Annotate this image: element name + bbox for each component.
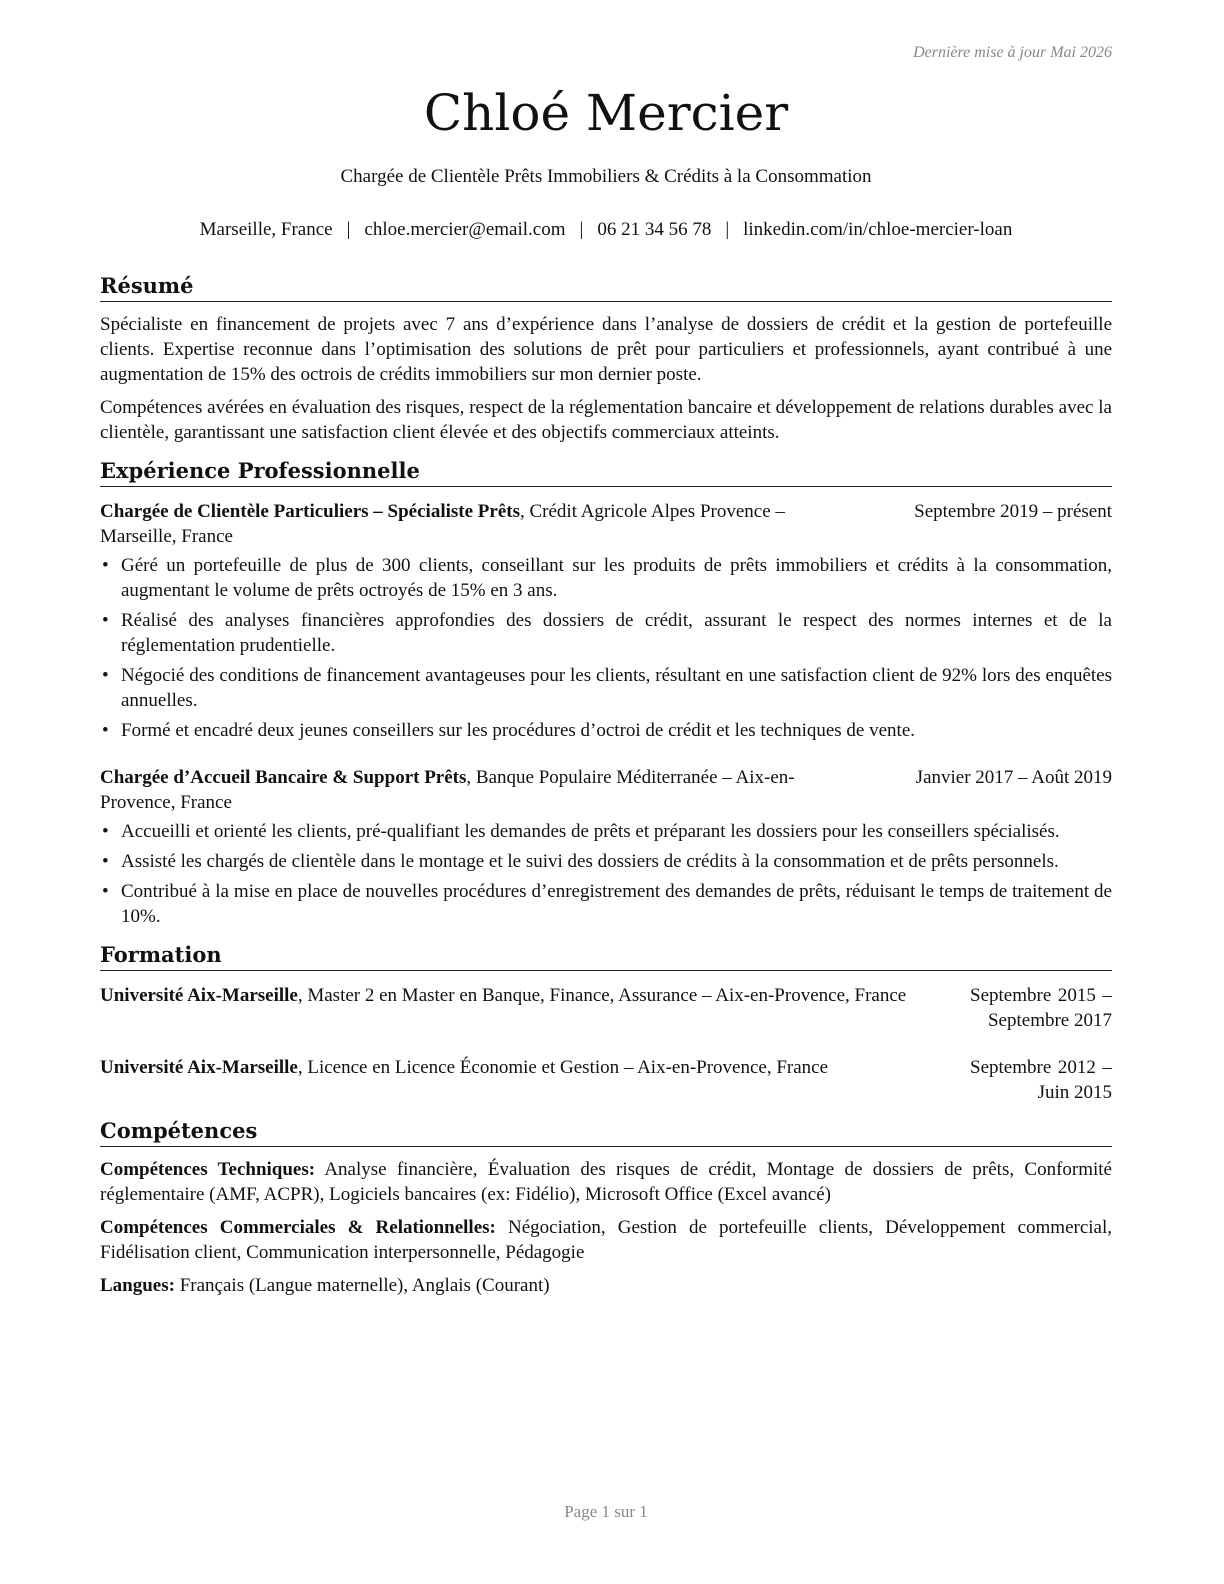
section-heading-education: Formation xyxy=(100,941,1112,971)
job-title-line xyxy=(100,499,914,549)
contact-separator: | xyxy=(346,219,351,240)
job-org: , Banque Populaire Méditerranée – Aix-en- xyxy=(466,767,795,788)
job-dates: Janvier 2017 – Août 2019 xyxy=(915,767,1112,788)
section-heading-experience: Expérience Professionnelle xyxy=(100,457,1112,487)
job-role: Chargée d’Accueil Bancaire & Support Prêts xyxy=(100,767,467,788)
education-program: , Master 2 en Master en Banque, Finance, Assurance – Aix-en-Provence, France xyxy=(297,985,907,1006)
contact-separator: | xyxy=(725,219,730,240)
job-bullets xyxy=(100,819,1112,929)
last-updated-note: Dernière mise à jour Mai 2026 xyxy=(913,44,1112,61)
job-bullet: • Assisté les chargés de clientèle dans le montage et le suivi des dossiers de crédits à la consommation et de prêts personnels. xyxy=(100,849,1112,874)
education-program: , Licence en Licence Économie et Gestion – Aix-en-Provence, France xyxy=(297,1057,829,1078)
skill-label: Compétences Techniques: xyxy=(100,1159,316,1180)
contact-line xyxy=(100,219,1112,241)
skill-line xyxy=(100,1273,1112,1298)
education-detail xyxy=(100,983,970,1033)
job-title-line xyxy=(100,765,916,815)
skill-text: Négociation, Gestion de portefeuille clients, Développement commercial, Fidélisation client, Communication interpersonnelle, Pédagogie xyxy=(100,1217,1113,1263)
skill-label: Langues: xyxy=(100,1275,175,1296)
job-header xyxy=(100,499,1112,549)
education-dates: Septembre 2015 – Septembre 2017 xyxy=(970,985,1112,1031)
job-org: , Crédit Agricole Alpes Provence – xyxy=(520,501,785,522)
job-header xyxy=(100,765,1112,815)
job-role: Chargée de Clientèle Particuliers – Spécialiste Prêts xyxy=(100,501,520,522)
contact-email[interactable]: chloe.mercier@email.com xyxy=(364,219,566,240)
skill-text: Français (Langue maternelle), Anglais (Courant) xyxy=(174,1275,550,1296)
section-heading-summary: Résumé xyxy=(100,272,1112,302)
contact-separator: | xyxy=(579,219,584,240)
job-place: Provence, France xyxy=(100,792,232,813)
contact-phone[interactable]: 06 21 34 56 78 xyxy=(597,219,712,240)
job-bullet: • Accueilli et orienté les clients, pré-qualifiant les demandes de prêts et préparant les dossiers pour les conseillers spécialisés. xyxy=(100,819,1112,844)
job-entry xyxy=(100,765,1112,929)
job-bullet: • Géré un portefeuille de plus de 300 clients, conseillant sur les produits de prêts immobiliers et crédits à la consommation, augmentant le volume de prêts octroyés de 15% en 3 ans. xyxy=(100,553,1112,603)
candidate-name: Chloé Mercier xyxy=(423,84,789,142)
skill-line xyxy=(100,1215,1112,1265)
job-bullet: • Négocié des conditions de financement avantageuses pour les clients, résultant en une satisfaction client de 92% lors des enquêtes annuelles. xyxy=(100,663,1112,713)
education-entry xyxy=(100,983,1112,1033)
skills-section xyxy=(100,1117,1112,1298)
job-bullet: • Réalisé des analyses financières approfondies des dossiers de crédit, assurant le respect des normes internes et de la réglementation prudentielle. xyxy=(100,608,1112,658)
education-school: Université Aix-Marseille xyxy=(100,985,298,1006)
job-bullets xyxy=(100,553,1112,743)
education-school: Université Aix-Marseille xyxy=(100,1057,298,1078)
job-bullet: • Formé et encadré deux jeunes conseillers sur les procédures d’octroi de crédit et les techniques de vente. xyxy=(100,718,1112,743)
summary-paragraph: Compétences avérées en évaluation des risques, respect de la réglementation bancaire et développement de relations durables avec la clientèle, garantissant une satisfaction client élevée et des objectifs commerciaux atteints. xyxy=(100,397,1112,443)
job-place: Marseille, France xyxy=(100,526,233,547)
job-bullet: • Contribué à la mise en place de nouvelles procédures d’enregistrement des demandes de prêts, réduisant le temps de traitement de 10%. xyxy=(100,879,1112,929)
summary-paragraph: Spécialiste en financement de projets avec 7 ans d’expérience dans l’analyse de dossiers de crédit et la gestion de portefeuille clients. Expertise reconnue dans l’optimisation des solutions de prêt pour particuliers et professionnels, ayant contribué à une augmentation de 15% des octrois de crédits immobiliers sur mon dernier poste. xyxy=(100,314,1112,385)
education-section xyxy=(100,941,1112,1105)
resume-page xyxy=(100,0,1112,1584)
contact-linkedin[interactable]: linkedin.com/in/chloe-mercier-loan xyxy=(743,219,1013,240)
education-dates: Septembre 2012 – Juin 2015 xyxy=(970,1057,1112,1103)
resume-content xyxy=(100,272,1112,1310)
page-footer: Page 1 sur 1 xyxy=(564,1502,648,1521)
candidate-title: Chargée de Clientèle Prêts Immobiliers & Crédits à la Consommation xyxy=(340,166,872,187)
skill-label: Compétences Commerciales & Relationnelles: xyxy=(100,1217,496,1238)
section-heading-skills: Compétences xyxy=(100,1117,1112,1147)
skill-text: Analyse financière, Évaluation des risques de crédit, Montage de dossiers de prêts, Conformité réglementaire (AMF, ACPR), Logiciels bancaires (ex: Fidélio), Microsoft Office (Excel avancé) xyxy=(100,1159,1112,1205)
experience-section xyxy=(100,457,1112,929)
contact-location: Marseille, France xyxy=(199,219,333,240)
job-dates: Septembre 2019 – présent xyxy=(914,501,1112,522)
education-detail xyxy=(100,1055,970,1105)
education-entry xyxy=(100,1055,1112,1105)
summary-section xyxy=(100,272,1112,445)
skill-line xyxy=(100,1157,1112,1207)
job-entry xyxy=(100,499,1112,743)
